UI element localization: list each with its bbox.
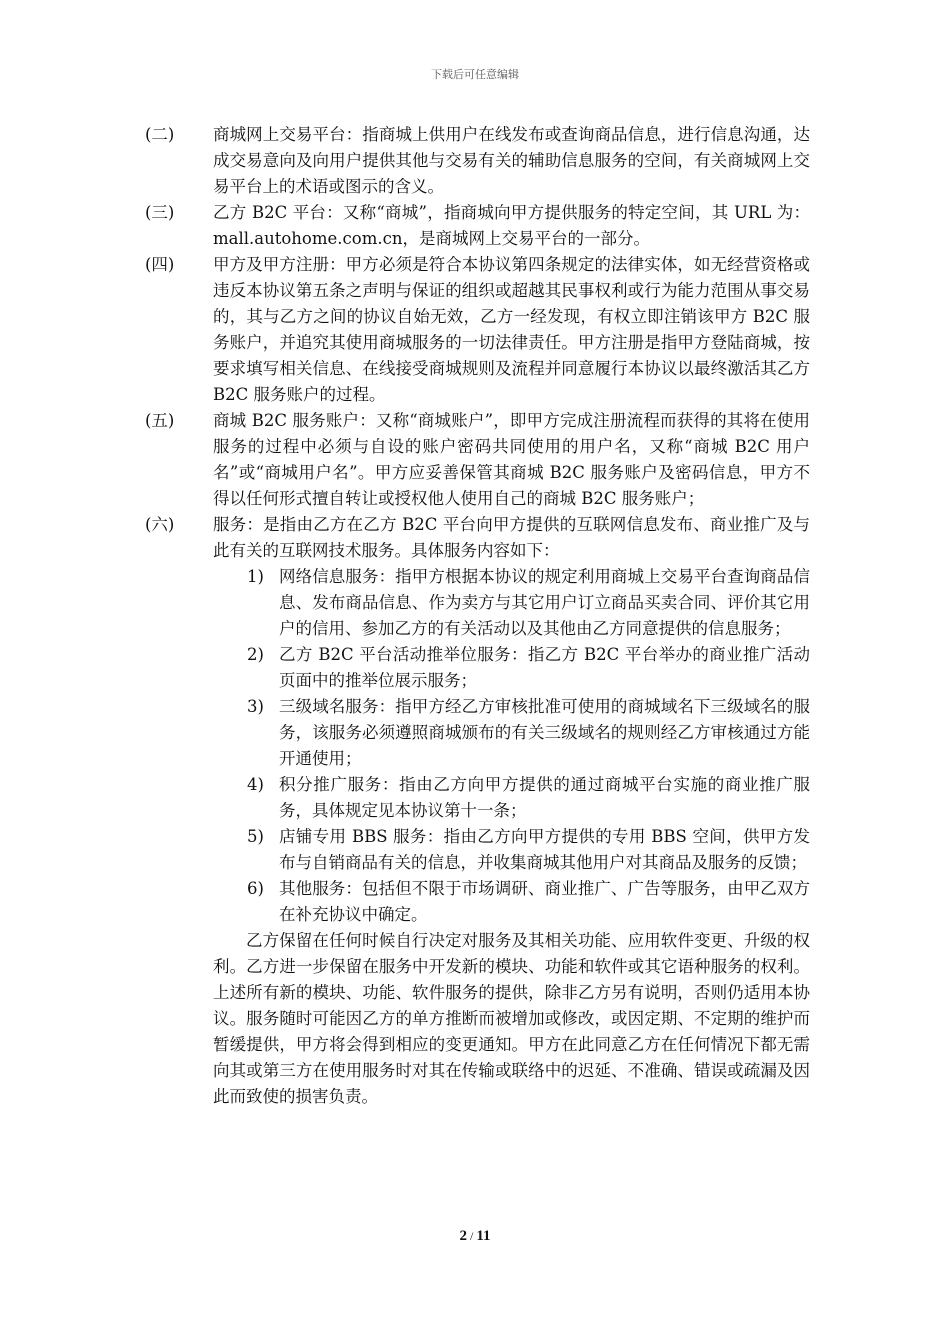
current-page: 2 xyxy=(459,1228,467,1244)
service-number: 4) xyxy=(247,775,264,794)
service-number: 2) xyxy=(247,645,264,664)
service-item xyxy=(247,772,810,824)
service-item xyxy=(247,824,810,876)
service-number: 5) xyxy=(247,827,264,846)
total-pages: 11 xyxy=(476,1228,491,1244)
clause-text: 乙方 B2C 平台：又称“商城”，指商城向甲方提供服务的特定空间，其 URL 为：mall.autohome.com.cn，是商城网上交易平台的一部分。 xyxy=(213,203,810,248)
clause-text: 服务：是指由乙方在乙方 B2C 平台向甲方提供的互联网信息发布、商业推广及与此有关的互联网技术服务。具体服务内容如下： xyxy=(213,515,810,560)
service-number: 3) xyxy=(247,697,264,716)
service-item xyxy=(247,876,810,928)
document-body xyxy=(145,122,810,1110)
page-header: 下载后可任意编辑 xyxy=(431,68,519,81)
service-text: 乙方 B2C 平台活动推举位服务：指乙方 B2C 平台举办的商业推广活动页面中的推举位展示服务； xyxy=(279,645,810,690)
clause-number: (二) xyxy=(145,125,175,144)
service-text: 店铺专用 BBS 服务：指由乙方向甲方提供的专用 BBS 空间，供甲方发布与自销商品有关的信息，并收集商城其他用户对其商品及服务的反馈； xyxy=(279,827,810,872)
clause-text: 商城 B2C 服务账户：又称“商城账户”，即甲方完成注册流程而获得的其将在使用服务的过程中必须与自设的账户密码共同使用的用户名，又称“商城 B2C 用户名”或“商城用户名”。甲方应妥善保管其商城 B2C 服务账户及密码信息，甲方不得以任何形式擅自转让或授权他人使用自己的商城 B2C 服务账户； xyxy=(213,411,810,508)
clause-item xyxy=(145,200,810,252)
service-text: 三级域名服务：指甲方经乙方审核批准可使用的商城域名下三级域名的服务，该服务必须遵照商城颁布的有关三级域名的规则经乙方审核通过方能开通使用； xyxy=(279,697,810,768)
service-text: 其他服务：包括但不限于市场调研、商业推广、广告等服务，由甲乙双方在补充协议中确定。 xyxy=(279,879,810,924)
clause-item xyxy=(145,122,810,200)
service-text: 网络信息服务：指甲方根据本协议的规定利用商城上交易平台查询商品信息、发布商品信息、作为卖方与其它用户订立商品买卖合同、评价其它用户的信用、参加乙方的有关活动以及其他由乙方同意提供的信息服务； xyxy=(279,567,810,638)
clause-text: 商城网上交易平台：指商城上供用户在线发布或查询商品信息，进行信息沟通，达成交易意向及向用户提供其他与交易有关的辅助信息服务的空间，有关商城网上交易平台上的术语或图示的含义。 xyxy=(213,125,810,196)
service-item xyxy=(247,694,810,772)
page-number xyxy=(0,1228,950,1245)
clause-item xyxy=(145,252,810,408)
clause-number: (六) xyxy=(145,515,175,534)
closing-paragraph: 乙方保留在任何时候自行决定对服务及其相关功能、应用软件变更、升级的权利。乙方进一步保留在服务中开发新的模块、功能和软件或其它语种服务的权利。上述所有新的模块、功能、软件服务的提供，除非乙方另有说明，否则仍适用本协议。服务随时可能因乙方的单方推断而被增加或修改，或因定期、不定期的维护而暂缓提供，甲方将会得到相应的变更通知。甲方在此同意乙方在任何情况下都无需向其或第三方在使用服务时对其在传输或联络中的迟延、不准确、错误或疏漏及因此而致使的损害负责。 xyxy=(213,931,810,1106)
clause-item xyxy=(145,408,810,512)
page-separator: / xyxy=(469,1229,474,1243)
clause-text: 甲方及甲方注册：甲方必须是符合本协议第四条规定的法律实体，如无经营资格或违反本协议第五条之声明与保证的组织或超越其民事权利或行为能力范围从事交易的，其与乙方之间的协议自始无效，乙方一经发现，有权立即注销该甲方 B2C 服务账户，并追究其使用商城服务的一切法律责任。甲方注册是指甲方登陆商城，按要求填写相关信息、在线接受商城规则及流程并同意履行本协议以最终激活其乙方 B2C 服务账户的过程。 xyxy=(213,255,810,404)
service-number: 1) xyxy=(247,567,264,586)
service-item xyxy=(247,642,810,694)
clause-item xyxy=(145,512,810,564)
clause-number: (三) xyxy=(145,203,175,222)
clause-number: (四) xyxy=(145,255,175,274)
service-text: 积分推广服务：指由乙方向甲方提供的通过商城平台实施的商业推广服务，具体规定见本协议第十一条； xyxy=(279,775,810,820)
service-item xyxy=(247,564,810,642)
service-number: 6) xyxy=(247,879,264,898)
clause-number: (五) xyxy=(145,411,175,430)
